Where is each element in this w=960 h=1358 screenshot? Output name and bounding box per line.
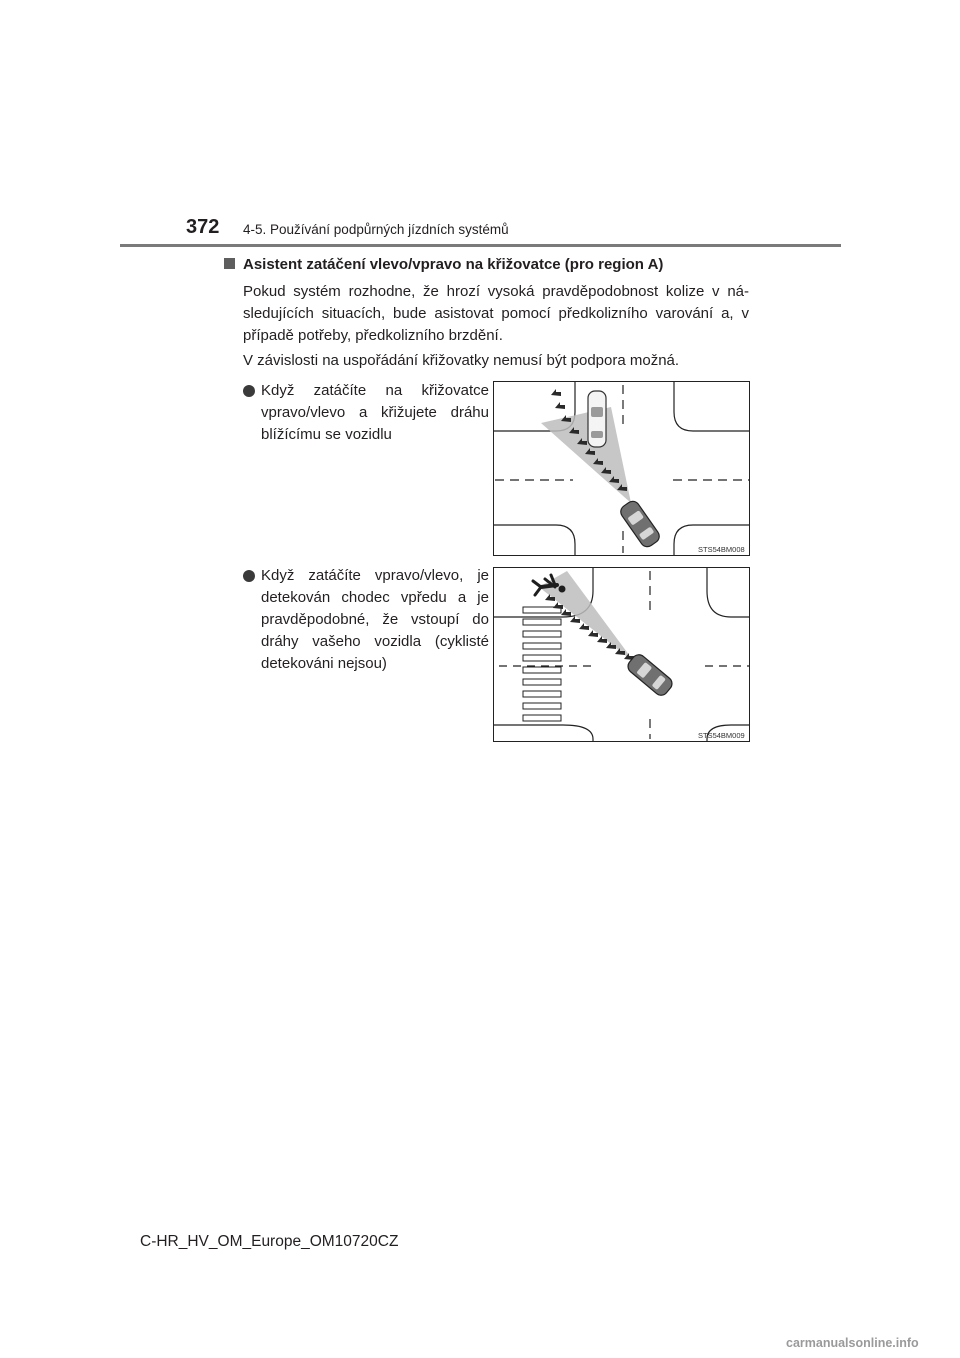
figure-oncoming-vehicle: [493, 381, 750, 556]
watermark: carmanualsonline.info: [786, 1336, 919, 1350]
bullet-text: Když zatáčíte vpravo/vlevo, je detekován chodec vpředu a je pravděpodobné, že vstoupí do dráhy vašeho vozidla (cyklisté detekováni nejsou): [261, 567, 489, 672]
bullet-dot-icon: [243, 385, 255, 397]
section-heading-text: Asistent zatáčení vlevo/vpravo na křižovatce (pro region A): [243, 256, 664, 273]
bullet-item-oncoming-vehicle: [243, 380, 489, 446]
intro-paragraph: Pokud systém rozhodne, že hrozí vysoká pravděpodobnost kolize v ná-sledujících situacích, bude asistovat pomocí předkolizního varování a, v případě potřeby, předkolizního brzdění.: [243, 283, 749, 344]
document-id: C-HR_HV_OM_Europe_OM10720CZ: [140, 1233, 399, 1250]
bullet-text: Když zatáčíte na křižovatce vpravo/vlevo a křižujete dráhu blížícímu se vozidlu: [261, 382, 489, 443]
intersection-diagram-pedestrian: [493, 567, 750, 742]
note-paragraph: V závislosti na uspořádání křižovatky nemusí být podpora možná.: [243, 352, 680, 369]
intersection-diagram-vehicle: [493, 381, 750, 556]
section-heading: [224, 256, 663, 273]
square-bullet-icon: [224, 258, 235, 269]
section-title: 4-5. Používání podpůrných jízdních systémů: [243, 222, 509, 237]
figure-code: STS54BM009: [698, 731, 745, 740]
bullet-dot-icon: [243, 570, 255, 582]
header-divider: [120, 244, 841, 247]
page-number: 372: [186, 216, 220, 238]
figure-code: STS54BM008: [698, 545, 745, 554]
figure-pedestrian: [493, 567, 750, 742]
bullet-item-pedestrian: [243, 565, 489, 675]
